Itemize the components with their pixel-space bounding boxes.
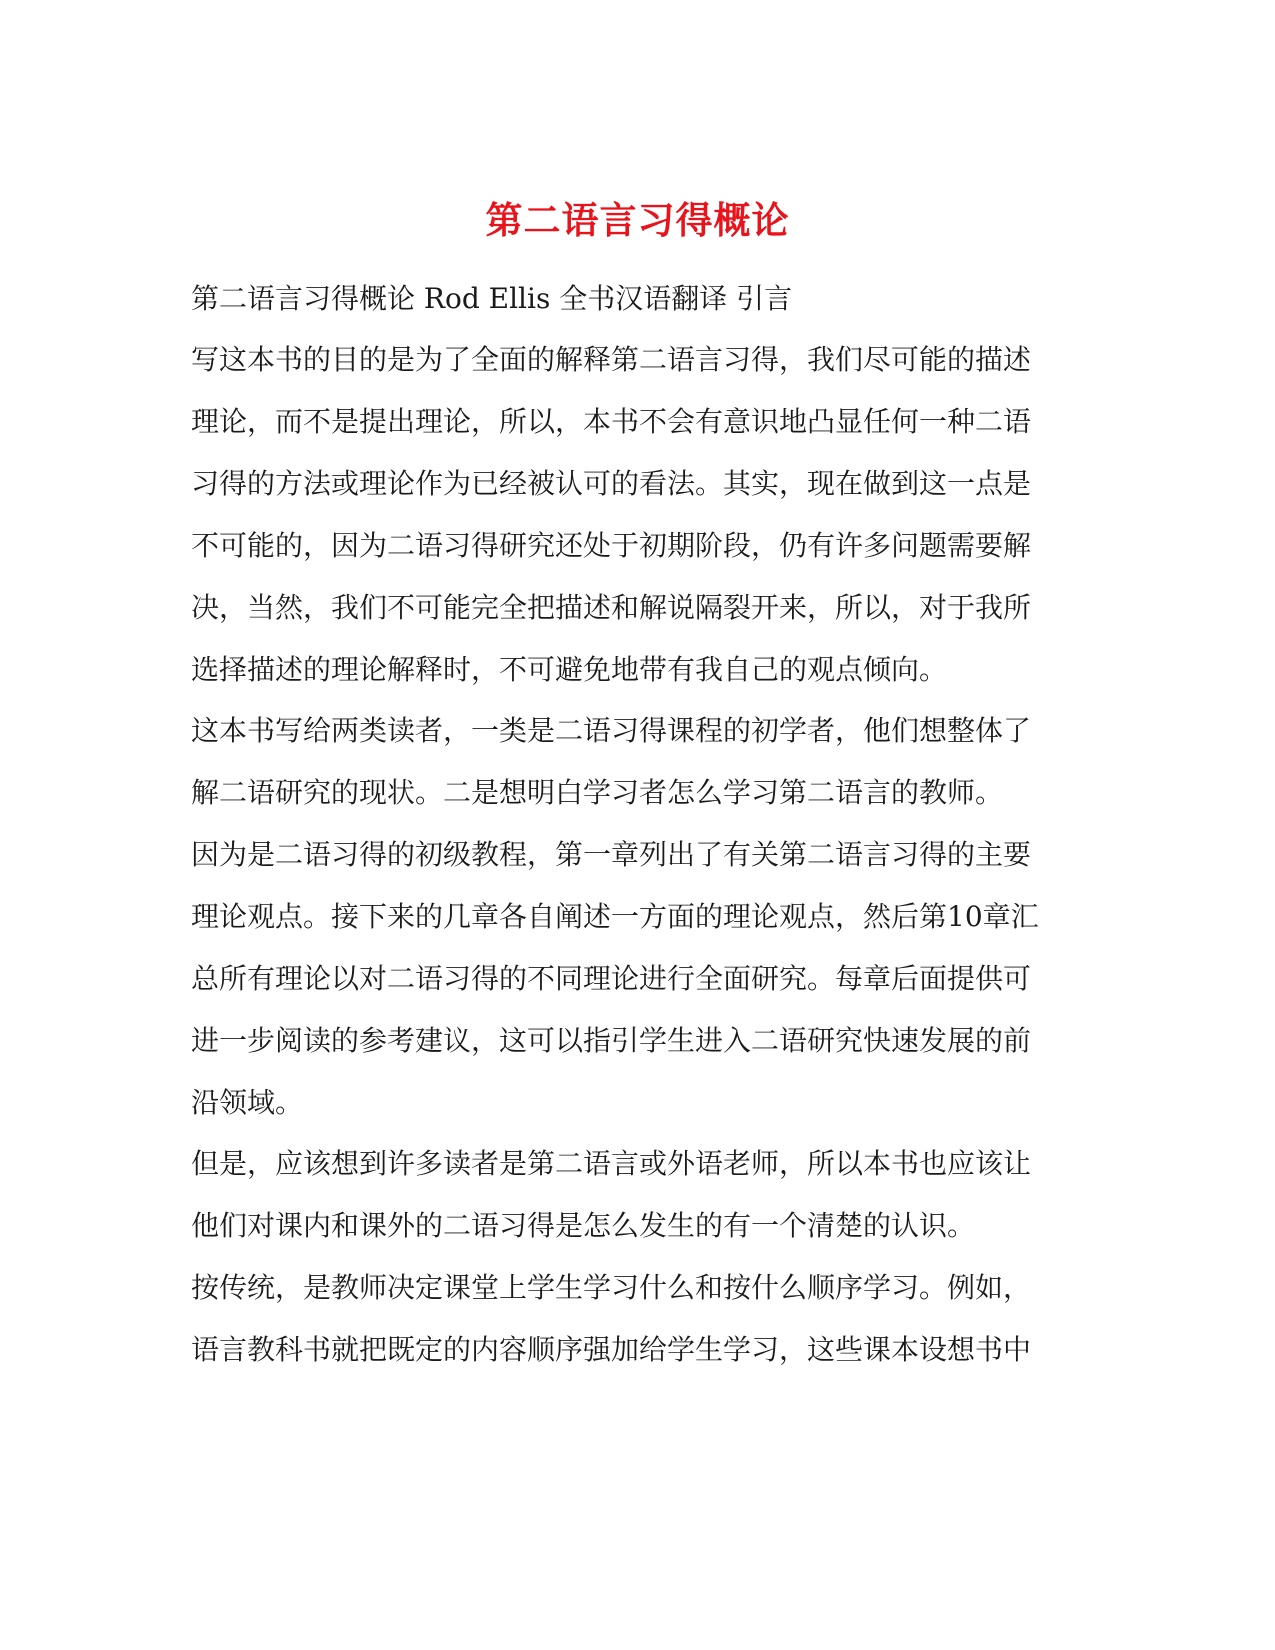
text-line: 但是，应该想到许多读者是第二语言或外语老师，所以本书也应该让 (191, 1147, 1032, 1180)
text-line: 因为是二语习得的初级教程，第一章列出了有关第二语言习得的主要 (191, 838, 1032, 871)
text-line: 他们对课内和课外的二语习得是怎么发生的有一个清楚的认识。 (191, 1209, 976, 1242)
text-line: 第二语言习得概论 Rod Ellis 全书汉语翻译 引言 (191, 282, 793, 315)
text-line: 选择描述的理论解释时，不可避免地带有我自己的观点倾向。 (191, 653, 948, 686)
text-line: 按传统，是教师决定课堂上学生学习什么和按什么顺序学习。例如， (191, 1271, 1032, 1304)
text-line: 总所有理论以对二语习得的不同理论进行全面研究。每章后面提供可 (191, 962, 1032, 995)
text-line: 写这本书的目的是为了全面的解释第二语言习得，我们尽可能的描述 (191, 343, 1032, 376)
text-line: 理论观点。接下来的几章各自阐述一方面的理论观点，然后第10章汇 (191, 900, 1039, 933)
text-line: 不可能的，因为二语习得研究还处于初期阶段，仍有许多问题需要解 (191, 529, 1032, 562)
text-line: 进一步阅读的参考建议，这可以指引学生进入二语研究快速发展的前 (191, 1024, 1032, 1057)
text-line: 语言教科书就把既定的内容顺序强加给学生学习，这些课本设想书中 (191, 1333, 1032, 1366)
text-line: 沿领域。 (191, 1086, 304, 1119)
text-line: 理论，而不是提出理论，所以，本书不会有意识地凸显任何一种二语 (191, 405, 1032, 438)
text-line: 习得的方法或理论作为已经被认可的看法。其实，现在做到这一点是 (191, 467, 1032, 500)
text-line: 决，当然，我们不可能完全把描述和解说隔裂开来，所以，对于我所 (191, 591, 1032, 624)
text-line: 解二语研究的现状。二是想明白学习者怎么学习第二语言的教师。 (191, 776, 1004, 809)
document-title: 第二语言习得概论 (485, 197, 790, 242)
text-line: 这本书写给两类读者，一类是二语习得课程的初学者，他们想整体了 (191, 714, 1032, 747)
